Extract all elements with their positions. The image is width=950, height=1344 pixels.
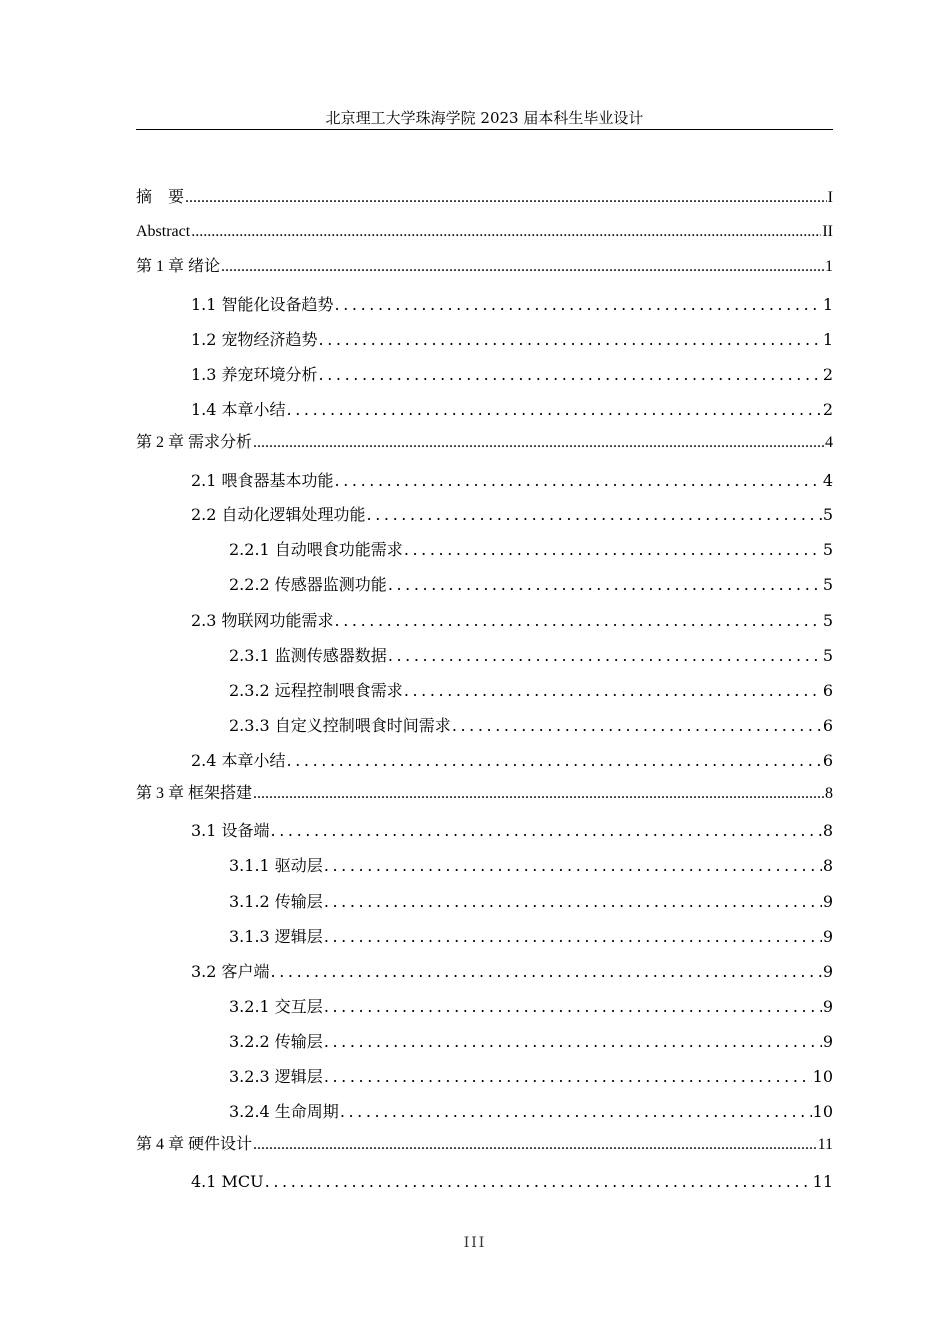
toc-entry-label: 2.3.2 远程控制喂食需求 bbox=[229, 681, 403, 700]
toc-entry[interactable] bbox=[229, 1030, 833, 1054]
toc-leader-dots bbox=[452, 714, 822, 738]
toc-entry-page: 10 bbox=[812, 1102, 833, 1121]
toc-entry-label: 1.1 智能化设备趋势 bbox=[191, 295, 334, 314]
toc-leader-dots bbox=[367, 503, 822, 527]
toc-entry[interactable] bbox=[191, 1170, 833, 1194]
toc-entry-label: 2.3 物联网功能需求 bbox=[191, 611, 334, 630]
toc-leader-dots bbox=[253, 1133, 817, 1157]
page-header: 北京理工大学珠海学院 2023 届本科生毕业设计 bbox=[325, 109, 644, 127]
toc-entry-page: 1 bbox=[822, 295, 833, 314]
toc-leader-dots bbox=[271, 819, 822, 843]
toc-entry[interactable] bbox=[136, 220, 833, 244]
toc-entry-label: 摘 要 bbox=[136, 189, 185, 206]
toc-entry-label: 2.3.1 监测传感器数据 bbox=[229, 646, 387, 665]
toc-entry-label: 3.1.2 传输层 bbox=[229, 892, 323, 911]
toc-entry-label: 3.2.4 生命周期 bbox=[229, 1102, 339, 1121]
toc-entry[interactable] bbox=[229, 854, 833, 878]
toc-entry-page: 6 bbox=[822, 716, 833, 735]
toc-leader-dots bbox=[340, 1100, 812, 1124]
toc-entry-label: 3.1.3 逻辑层 bbox=[229, 927, 323, 946]
toc-entry[interactable] bbox=[229, 925, 833, 949]
toc-entry-page: 6 bbox=[822, 681, 833, 700]
toc-entry-label: 2.3.3 自定义控制喂食时间需求 bbox=[229, 716, 451, 735]
toc-leader-dots bbox=[185, 186, 827, 210]
toc-entry-label: 3.2.3 逻辑层 bbox=[229, 1067, 323, 1086]
page-number: III bbox=[463, 1235, 487, 1251]
toc-entry[interactable] bbox=[136, 782, 833, 806]
toc-entry[interactable] bbox=[136, 431, 833, 455]
toc-entry-page: 9 bbox=[822, 892, 833, 911]
toc-leader-dots bbox=[324, 1065, 812, 1089]
toc-entry-label: 2.2 自动化逻辑处理功能 bbox=[191, 505, 366, 524]
toc-entry-page: 5 bbox=[822, 540, 833, 559]
toc-entry[interactable] bbox=[229, 538, 833, 562]
toc-entry-page: 6 bbox=[822, 751, 833, 770]
toc-entry[interactable] bbox=[136, 1133, 833, 1157]
toc-leader-dots bbox=[335, 293, 822, 317]
toc-entry[interactable] bbox=[191, 328, 833, 352]
toc-entry-page: 11 bbox=[817, 1136, 833, 1153]
toc-entry[interactable] bbox=[136, 186, 833, 210]
toc-entry-page: 9 bbox=[822, 1032, 833, 1051]
toc-entry-page: 1 bbox=[825, 258, 833, 275]
toc-entry[interactable] bbox=[191, 609, 833, 633]
toc-leader-dots bbox=[388, 573, 822, 597]
toc-entry-page: 5 bbox=[822, 646, 833, 665]
toc-leader-dots bbox=[191, 220, 821, 244]
toc-leader-dots bbox=[287, 749, 822, 773]
toc-entry-page: 5 bbox=[822, 505, 833, 524]
toc-entry[interactable] bbox=[229, 714, 833, 738]
toc-leader-dots bbox=[324, 854, 822, 878]
toc-entry[interactable] bbox=[191, 293, 833, 317]
toc-leader-dots bbox=[324, 890, 822, 914]
toc-entry-label: 2.4 本章小结 bbox=[191, 751, 286, 770]
toc-leader-dots bbox=[404, 679, 822, 703]
toc-entry[interactable] bbox=[191, 749, 833, 773]
toc-entry-page: 4 bbox=[825, 434, 833, 451]
toc-entry-page: 11 bbox=[812, 1172, 833, 1191]
toc-entry[interactable] bbox=[191, 398, 833, 422]
toc-entry-page: 9 bbox=[822, 962, 833, 981]
toc-entry-page: 8 bbox=[822, 856, 833, 875]
toc-entry-label: 1.2 宠物经济趋势 bbox=[191, 330, 318, 349]
toc-entry-label: 3.2 客户端 bbox=[191, 962, 270, 981]
toc-entry-label: Abstract bbox=[136, 223, 191, 240]
toc-entry-page: 2 bbox=[822, 365, 833, 384]
toc-leader-dots bbox=[388, 644, 822, 668]
toc-entry-label: 第 2 章 需求分析 bbox=[136, 434, 253, 451]
toc-entry-label: 3.2.2 传输层 bbox=[229, 1032, 323, 1051]
toc-entry-label: 4.1 MCU bbox=[191, 1172, 264, 1191]
toc-leader-dots bbox=[324, 1030, 822, 1054]
toc-entry-label: 2.2.1 自动喂食功能需求 bbox=[229, 540, 403, 559]
toc-entry[interactable] bbox=[229, 1065, 833, 1089]
header-rule bbox=[136, 129, 833, 130]
toc-entry-page: I bbox=[827, 189, 833, 206]
toc-entry-label: 第 1 章 绪论 bbox=[136, 258, 221, 275]
toc-entry-page: 10 bbox=[812, 1067, 833, 1086]
toc-entry-label: 3.2.1 交互层 bbox=[229, 997, 323, 1016]
toc-leader-dots bbox=[265, 1170, 812, 1194]
toc-entry-page: 9 bbox=[822, 997, 833, 1016]
toc-entry[interactable] bbox=[191, 960, 833, 984]
toc-entry-label: 3.1.1 驱动层 bbox=[229, 856, 323, 875]
toc-entry[interactable] bbox=[229, 573, 833, 597]
toc-entry[interactable] bbox=[191, 503, 833, 527]
toc-entry-page: 9 bbox=[822, 927, 833, 946]
toc-leader-dots bbox=[335, 469, 822, 493]
toc-entry[interactable] bbox=[229, 679, 833, 703]
toc-leader-dots bbox=[253, 431, 824, 455]
toc-entry-label: 3.1 设备端 bbox=[191, 821, 270, 840]
toc-leader-dots bbox=[324, 925, 822, 949]
toc-leader-dots bbox=[271, 960, 822, 984]
toc-entry-label: 2.1 喂食器基本功能 bbox=[191, 471, 334, 490]
toc-entry-page: 5 bbox=[822, 611, 833, 630]
toc-leader-dots bbox=[335, 609, 822, 633]
toc-leader-dots bbox=[404, 538, 822, 562]
toc-leader-dots bbox=[287, 398, 822, 422]
toc-entry-page: 8 bbox=[825, 785, 833, 802]
toc-leader-dots bbox=[221, 255, 824, 279]
toc-leader-dots bbox=[319, 328, 822, 352]
toc-leader-dots bbox=[319, 363, 822, 387]
toc-entry-page: 1 bbox=[822, 330, 833, 349]
toc-entry-label: 2.2.2 传感器监测功能 bbox=[229, 575, 387, 594]
toc-entry-page: 2 bbox=[822, 400, 833, 419]
toc-entry[interactable] bbox=[229, 995, 833, 1019]
toc-entry[interactable] bbox=[191, 819, 833, 843]
toc-leader-dots bbox=[324, 995, 822, 1019]
toc-entry[interactable] bbox=[136, 255, 833, 279]
toc-entry[interactable] bbox=[229, 890, 833, 914]
toc-entry-page: 8 bbox=[822, 821, 833, 840]
toc-entry-label: 1.3 养宠环境分析 bbox=[191, 365, 318, 384]
toc-entry-page: II bbox=[822, 223, 833, 240]
toc-entry-label: 第 4 章 硬件设计 bbox=[136, 1136, 253, 1153]
toc-entry-page: 4 bbox=[822, 471, 833, 490]
toc-entry[interactable] bbox=[191, 363, 833, 387]
toc-entry-label: 1.4 本章小结 bbox=[191, 400, 286, 419]
toc-entry-page: 5 bbox=[822, 575, 833, 594]
toc-entry-label: 第 3 章 框架搭建 bbox=[136, 785, 253, 802]
toc-entry[interactable] bbox=[191, 469, 833, 493]
toc-entry[interactable] bbox=[229, 644, 833, 668]
toc-entry[interactable] bbox=[229, 1100, 833, 1124]
toc-leader-dots bbox=[253, 782, 824, 806]
